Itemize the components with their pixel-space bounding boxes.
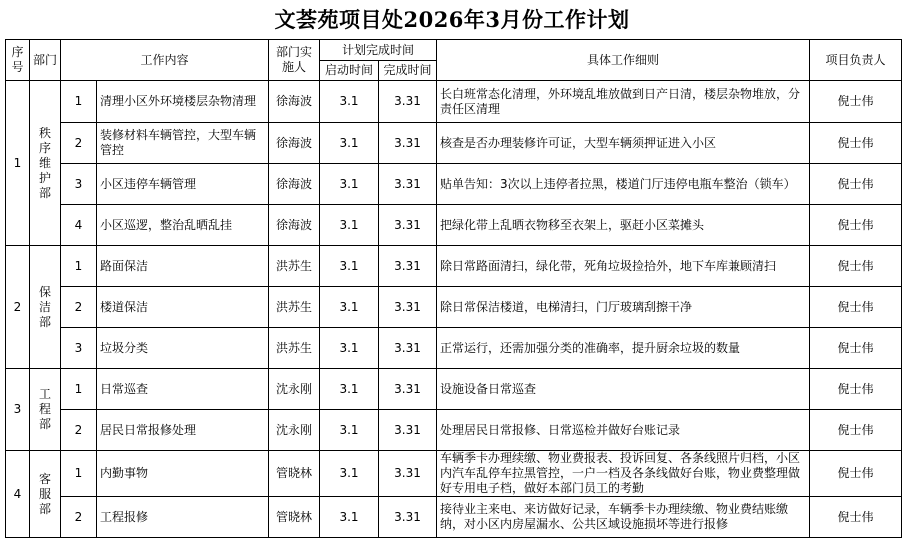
start-time-cell: 3.1	[320, 123, 379, 164]
work-content-cell: 装修材料车辆管控，大型车辆管控	[97, 123, 269, 164]
row-number-cell: 2	[61, 287, 97, 328]
header-plan-time: 计划完成时间	[320, 40, 437, 61]
row-number-cell: 2	[61, 123, 97, 164]
header-content: 工作内容	[61, 40, 269, 81]
owner-cell: 倪士伟	[810, 451, 902, 497]
end-time-cell: 3.31	[379, 497, 437, 538]
work-content-cell: 日常巡查	[97, 369, 269, 410]
owner-cell: 倪士伟	[810, 369, 902, 410]
header-dept: 部门	[30, 40, 61, 81]
owner-cell: 倪士伟	[810, 410, 902, 451]
detail-cell: 核查是否办理装修许可证，大型车辆须押证进入小区	[437, 123, 810, 164]
detail-cell: 处理居民日常报修、日常巡检并做好台账记录	[437, 410, 810, 451]
owner-cell: 倪士伟	[810, 287, 902, 328]
header-end-time: 完成时间	[379, 61, 437, 81]
implementer-cell: 沈永刚	[269, 410, 320, 451]
start-time-cell: 3.1	[320, 205, 379, 246]
start-time-cell: 3.1	[320, 328, 379, 369]
table-row	[6, 369, 902, 410]
implementer-cell: 徐海波	[269, 205, 320, 246]
owner-cell: 倪士伟	[810, 81, 902, 123]
end-time-cell: 3.31	[379, 410, 437, 451]
group-dept-cell: 客服部	[30, 451, 61, 538]
table-row	[6, 497, 902, 538]
row-number-cell: 2	[61, 410, 97, 451]
table-row	[6, 410, 902, 451]
header-details: 具体工作细则	[437, 40, 810, 81]
owner-cell: 倪士伟	[810, 328, 902, 369]
implementer-cell: 徐海波	[269, 123, 320, 164]
end-time-cell: 3.31	[379, 205, 437, 246]
row-number-cell: 4	[61, 205, 97, 246]
table-row	[6, 81, 902, 123]
work-content-cell: 清理小区外环境楼层杂物清理	[97, 81, 269, 123]
group-dept-cell: 保洁部	[30, 246, 61, 369]
end-time-cell: 3.31	[379, 369, 437, 410]
end-time-cell: 3.31	[379, 246, 437, 287]
work-content-cell: 小区违停车辆管理	[97, 164, 269, 205]
work-content-cell: 楼道保洁	[97, 287, 269, 328]
owner-cell: 倪士伟	[810, 123, 902, 164]
row-number-cell: 1	[61, 81, 97, 123]
end-time-cell: 3.31	[379, 287, 437, 328]
group-dept-cell: 秩序维护部	[30, 81, 61, 246]
implementer-cell: 沈永刚	[269, 369, 320, 410]
row-number-cell: 2	[61, 497, 97, 538]
start-time-cell: 3.1	[320, 451, 379, 497]
owner-cell: 倪士伟	[810, 205, 902, 246]
page-title: 文荟苑项目处2026年3月份工作计划	[274, 7, 630, 32]
group-seq-cell: 1	[6, 81, 30, 246]
header-start-time: 启动时间	[320, 61, 379, 81]
implementer-cell: 洪苏生	[269, 328, 320, 369]
end-time-cell: 3.31	[379, 123, 437, 164]
table-row	[6, 123, 902, 164]
end-time-cell: 3.31	[379, 328, 437, 369]
work-content-cell: 路面保洁	[97, 246, 269, 287]
detail-cell: 接待业主来电、来访做好记录，车辆季卡办理续缴、物业费结账缴纳，对小区内房屋漏水、公共区域设施损坏等进行报修	[437, 497, 810, 538]
start-time-cell: 3.1	[320, 164, 379, 205]
table-row	[6, 164, 902, 205]
detail-cell: 车辆季卡办理续缴、物业费报表、投诉回复、各条线照片归档，小区内汽车乱停车拉黑管控，一户一档及各条线做好台账，物业费整理做好专用电子档，做好本部门员工的考勤	[437, 451, 810, 497]
start-time-cell: 3.1	[320, 369, 379, 410]
group-seq-cell: 2	[6, 246, 30, 369]
header-owner: 项目负责人	[810, 40, 902, 81]
row-number-cell: 3	[61, 164, 97, 205]
table-row	[6, 328, 902, 369]
implementer-cell: 徐海波	[269, 164, 320, 205]
work-content-cell: 内勤事物	[97, 451, 269, 497]
row-number-cell: 3	[61, 328, 97, 369]
table-row	[6, 246, 902, 287]
owner-cell: 倪士伟	[810, 246, 902, 287]
end-time-cell: 3.31	[379, 81, 437, 123]
detail-cell: 贴单告知：3次以上违停者拉黑，楼道门厅违停电瓶车整治（锁车）	[437, 164, 810, 205]
work-plan-table	[5, 39, 902, 538]
implementer-cell: 管晓林	[269, 451, 320, 497]
work-content-cell: 小区巡逻，整治乱晒乱挂	[97, 205, 269, 246]
header-implementer: 部门实施人	[269, 40, 320, 81]
detail-cell: 把绿化带上乱晒衣物移至衣架上，驱赶小区菜摊头	[437, 205, 810, 246]
table-row	[6, 451, 902, 497]
detail-cell: 除日常保洁楼道，电梯清扫，门厅玻璃刮擦干净	[437, 287, 810, 328]
work-content-cell: 工程报修	[97, 497, 269, 538]
start-time-cell: 3.1	[320, 287, 379, 328]
start-time-cell: 3.1	[320, 246, 379, 287]
group-seq-cell: 4	[6, 451, 30, 538]
row-number-cell: 1	[61, 451, 97, 497]
row-number-cell: 1	[61, 369, 97, 410]
group-seq-cell: 3	[6, 369, 30, 451]
start-time-cell: 3.1	[320, 410, 379, 451]
implementer-cell: 管晓林	[269, 497, 320, 538]
work-content-cell: 垃圾分类	[97, 328, 269, 369]
implementer-cell: 洪苏生	[269, 246, 320, 287]
header-row	[6, 40, 902, 61]
detail-cell: 长白班常态化清理，外环境乱堆放做到日产日清，楼层杂物堆放，分责任区清理	[437, 81, 810, 123]
work-content-cell: 居民日常报修处理	[97, 410, 269, 451]
owner-cell: 倪士伟	[810, 164, 902, 205]
end-time-cell: 3.31	[379, 451, 437, 497]
implementer-cell: 徐海波	[269, 81, 320, 123]
implementer-cell: 洪苏生	[269, 287, 320, 328]
header-seq: 序号	[6, 40, 30, 81]
start-time-cell: 3.1	[320, 81, 379, 123]
start-time-cell: 3.1	[320, 497, 379, 538]
group-dept-cell: 工程部	[30, 369, 61, 451]
detail-cell: 除日常路面清扫，绿化带，死角垃圾捡拾外，地下车库兼顾清扫	[437, 246, 810, 287]
row-number-cell: 1	[61, 246, 97, 287]
end-time-cell: 3.31	[379, 164, 437, 205]
detail-cell: 设施设备日常巡查	[437, 369, 810, 410]
detail-cell: 正常运行，还需加强分类的准确率，提升厨余垃圾的数量	[437, 328, 810, 369]
table-row	[6, 205, 902, 246]
table-row	[6, 287, 902, 328]
owner-cell: 倪士伟	[810, 497, 902, 538]
